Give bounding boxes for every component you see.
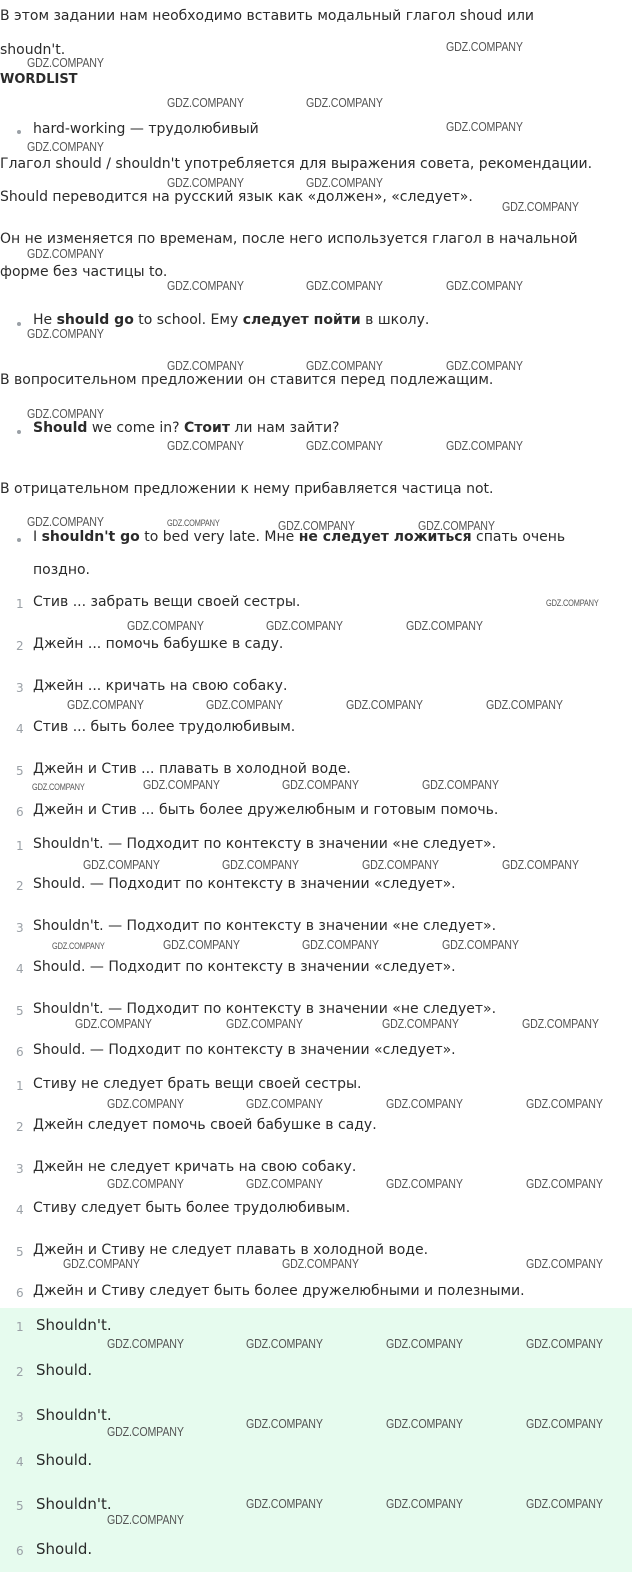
answer-item: Should. bbox=[36, 1451, 93, 1469]
list-item-number: 4 bbox=[16, 1455, 24, 1469]
list-item-number: 1 bbox=[16, 1320, 24, 1334]
list-item-number: 4 bbox=[16, 962, 24, 976]
watermark: GDZ.COMPANY bbox=[446, 438, 523, 453]
watermark: GDZ.COMPANY bbox=[63, 1256, 140, 1271]
task-item: Стив ... забрать вещи своей сестры. bbox=[33, 594, 301, 610]
watermark: GDZ.COMPANY bbox=[302, 937, 379, 952]
watermark: GDZ.COMPANY bbox=[27, 139, 104, 154]
translation-item: Джейн не следует кричать на свою собаку. bbox=[33, 1159, 357, 1175]
example-3: I shouldn't go to bed very late. Мне не следует ложиться спать очень bbox=[33, 529, 566, 545]
list-item-number: 3 bbox=[16, 1410, 24, 1424]
list-item-number: 2 bbox=[16, 639, 24, 653]
watermark: GDZ.COMPANY bbox=[446, 119, 523, 134]
example-1: He should go to school. Ему следует пойти в школу. bbox=[33, 312, 430, 328]
watermark: GDZ.COMPANY bbox=[522, 1016, 599, 1031]
watermark: GDZ.COMPANY bbox=[75, 1016, 152, 1031]
watermark: GDZ.COMPANY bbox=[526, 1496, 603, 1511]
explanation-item: Shouldn't. — Подходит по контексту в значении «не следует». bbox=[33, 1001, 497, 1017]
watermark: GDZ.COMPANY bbox=[386, 1336, 463, 1351]
task-item: Джейн ... помочь бабушке в саду. bbox=[33, 636, 284, 652]
watermark: GDZ.COMPANY bbox=[306, 358, 383, 373]
list-item-number: 6 bbox=[16, 1286, 24, 1300]
list-item-number: 2 bbox=[16, 1365, 24, 1379]
watermark: GDZ.COMPANY bbox=[32, 782, 85, 792]
watermark: GDZ.COMPANY bbox=[386, 1416, 463, 1431]
intro-paragraph-2: Глагол should / shouldn't употребляется для выражения совета, рекомендации. bbox=[0, 156, 593, 172]
watermark: GDZ.COMPANY bbox=[52, 941, 105, 951]
watermark: GDZ.COMPANY bbox=[446, 358, 523, 373]
list-item-number: 4 bbox=[16, 722, 24, 736]
list-item-number: 1 bbox=[16, 597, 24, 611]
watermark: GDZ.COMPANY bbox=[27, 326, 104, 341]
task-item: Джейн и Стив ... плавать в холодной воде. bbox=[33, 761, 351, 777]
answer-item: Shouldn't. bbox=[36, 1495, 112, 1513]
watermark: GDZ.COMPANY bbox=[83, 857, 160, 872]
intro-paragraph-5: В вопросительном предложении он ставится перед подлежащим. bbox=[0, 372, 494, 388]
watermark: GDZ.COMPANY bbox=[222, 857, 299, 872]
intro-paragraph-1-cont: shoudn't. bbox=[0, 42, 66, 58]
watermark: GDZ.COMPANY bbox=[526, 1256, 603, 1271]
explanation-item: Shouldn't. — Подходит по контексту в значении «не следует». bbox=[33, 836, 497, 852]
list-item-number: 2 bbox=[16, 879, 24, 893]
watermark: GDZ.COMPANY bbox=[27, 406, 104, 421]
watermark: GDZ.COMPANY bbox=[422, 777, 499, 792]
watermark: GDZ.COMPANY bbox=[442, 937, 519, 952]
watermark: GDZ.COMPANY bbox=[246, 1336, 323, 1351]
translation-item: Джейн и Стиву не следует плавать в холодной воде. bbox=[33, 1242, 429, 1258]
list-item-number: 6 bbox=[16, 1045, 24, 1059]
wordlist-title: WORDLIST bbox=[0, 72, 78, 87]
list-item-number: 2 bbox=[16, 1120, 24, 1134]
watermark: GDZ.COMPANY bbox=[526, 1416, 603, 1431]
watermark: GDZ.COMPANY bbox=[27, 514, 104, 529]
watermark: GDZ.COMPANY bbox=[446, 278, 523, 293]
watermark: GDZ.COMPANY bbox=[346, 697, 423, 712]
watermark: GDZ.COMPANY bbox=[278, 518, 355, 533]
watermark: GDZ.COMPANY bbox=[306, 278, 383, 293]
explanation-item: Should. — Подходит по контексту в значении «следует». bbox=[33, 1042, 456, 1058]
watermark: GDZ.COMPANY bbox=[282, 1256, 359, 1271]
watermark: GDZ.COMPANY bbox=[386, 1496, 463, 1511]
watermark: GDZ.COMPANY bbox=[246, 1096, 323, 1111]
watermark: GDZ.COMPANY bbox=[127, 618, 204, 633]
intro-paragraph-6: В отрицательном предложении к нему прибавляется частица not. bbox=[0, 481, 494, 497]
translation-item: Джейн и Стиву следует быть более дружелюбными и полезными. bbox=[33, 1283, 525, 1299]
watermark: GDZ.COMPANY bbox=[167, 438, 244, 453]
watermark: GDZ.COMPANY bbox=[306, 438, 383, 453]
example-3-cont: поздно. bbox=[33, 562, 91, 578]
list-item-number: 5 bbox=[16, 764, 24, 778]
watermark: GDZ.COMPANY bbox=[526, 1176, 603, 1191]
list-item-number: 3 bbox=[16, 681, 24, 695]
list-item-number: 3 bbox=[16, 921, 24, 935]
watermark: GDZ.COMPANY bbox=[446, 39, 523, 54]
watermark: GDZ.COMPANY bbox=[107, 1424, 184, 1439]
watermark: GDZ.COMPANY bbox=[167, 358, 244, 373]
list-item-number: 5 bbox=[16, 1499, 24, 1513]
watermark: GDZ.COMPANY bbox=[502, 199, 579, 214]
list-item-number: 6 bbox=[16, 805, 24, 819]
example-2: Should we come in? Стоит ли нам зайти? bbox=[33, 420, 340, 436]
watermark: GDZ.COMPANY bbox=[167, 95, 244, 110]
task-item: Стив ... быть более трудолюбивым. bbox=[33, 719, 296, 735]
watermark: GDZ.COMPANY bbox=[386, 1176, 463, 1191]
translation-item: Стиву не следует брать вещи своей сестры. bbox=[33, 1076, 362, 1092]
watermark: GDZ.COMPANY bbox=[246, 1416, 323, 1431]
watermark: GDZ.COMPANY bbox=[362, 857, 439, 872]
watermark: GDZ.COMPANY bbox=[546, 598, 599, 608]
watermark: GDZ.COMPANY bbox=[418, 518, 495, 533]
watermark: GDZ.COMPANY bbox=[246, 1496, 323, 1511]
watermark: GDZ.COMPANY bbox=[526, 1096, 603, 1111]
explanation-item: Shouldn't. — Подходит по контексту в значении «не следует». bbox=[33, 918, 497, 934]
answer-item: Should. bbox=[36, 1361, 93, 1379]
watermark: GDZ.COMPANY bbox=[143, 777, 220, 792]
explanation-item: Should. — Подходит по контексту в значении «следует». bbox=[33, 876, 456, 892]
watermark: GDZ.COMPANY bbox=[167, 518, 220, 528]
watermark: GDZ.COMPANY bbox=[282, 777, 359, 792]
watermark: GDZ.COMPANY bbox=[67, 697, 144, 712]
watermark: GDZ.COMPANY bbox=[386, 1096, 463, 1111]
watermark: GDZ.COMPANY bbox=[206, 697, 283, 712]
watermark: GDZ.COMPANY bbox=[266, 618, 343, 633]
intro-paragraph-4-cont: форме без частицы to. bbox=[0, 264, 168, 280]
watermark: GDZ.COMPANY bbox=[107, 1336, 184, 1351]
watermark: GDZ.COMPANY bbox=[246, 1176, 323, 1191]
explanation-item: Should. — Подходит по контексту в значении «следует». bbox=[33, 959, 456, 975]
intro-paragraph-3: Should переводится на русский язык как «должен», «следует». bbox=[0, 189, 473, 205]
watermark: GDZ.COMPANY bbox=[526, 1336, 603, 1351]
watermark: GDZ.COMPANY bbox=[107, 1512, 184, 1527]
list-item-number: 3 bbox=[16, 1162, 24, 1176]
list-item-number: 4 bbox=[16, 1203, 24, 1217]
answer-item: Shouldn't. bbox=[36, 1316, 112, 1334]
bullet-icon bbox=[17, 130, 21, 134]
list-item-number: 5 bbox=[16, 1004, 24, 1018]
bullet-icon bbox=[17, 322, 21, 326]
watermark: GDZ.COMPANY bbox=[167, 175, 244, 190]
bullet-icon bbox=[17, 430, 21, 434]
watermark: GDZ.COMPANY bbox=[27, 246, 104, 261]
bullet-icon bbox=[17, 538, 21, 542]
answer-item: Should. bbox=[36, 1540, 93, 1558]
list-item-number: 1 bbox=[16, 839, 24, 853]
list-item-number: 6 bbox=[16, 1544, 24, 1558]
task-item: Джейн ... кричать на свою собаку. bbox=[33, 678, 288, 694]
answer-item: Shouldn't. bbox=[36, 1406, 112, 1424]
watermark: GDZ.COMPANY bbox=[163, 937, 240, 952]
wordlist-item: hard-working — трудолюбивый bbox=[33, 121, 259, 137]
intro-paragraph-4: Он не изменяется по временам, после него используется глагол в начальной bbox=[0, 231, 578, 247]
intro-paragraph-1: В этом задании нам необходимо вставить модальный глагол shoud или bbox=[0, 8, 534, 24]
watermark: GDZ.COMPANY bbox=[167, 278, 244, 293]
watermark: GDZ.COMPANY bbox=[502, 857, 579, 872]
watermark: GDZ.COMPANY bbox=[226, 1016, 303, 1031]
watermark: GDZ.COMPANY bbox=[486, 697, 563, 712]
watermark: GDZ.COMPANY bbox=[107, 1096, 184, 1111]
watermark: GDZ.COMPANY bbox=[27, 55, 104, 70]
task-item: Джейн и Стив ... быть более дружелюбным и готовым помочь. bbox=[33, 802, 499, 818]
watermark: GDZ.COMPANY bbox=[306, 95, 383, 110]
list-item-number: 5 bbox=[16, 1245, 24, 1259]
list-item-number: 1 bbox=[16, 1079, 24, 1093]
watermark: GDZ.COMPANY bbox=[406, 618, 483, 633]
watermark: GDZ.COMPANY bbox=[107, 1176, 184, 1191]
translation-item: Джейн следует помочь своей бабушке в саду. bbox=[33, 1117, 377, 1133]
watermark: GDZ.COMPANY bbox=[306, 175, 383, 190]
watermark: GDZ.COMPANY bbox=[382, 1016, 459, 1031]
translation-item: Стиву следует быть более трудолюбивым. bbox=[33, 1200, 351, 1216]
